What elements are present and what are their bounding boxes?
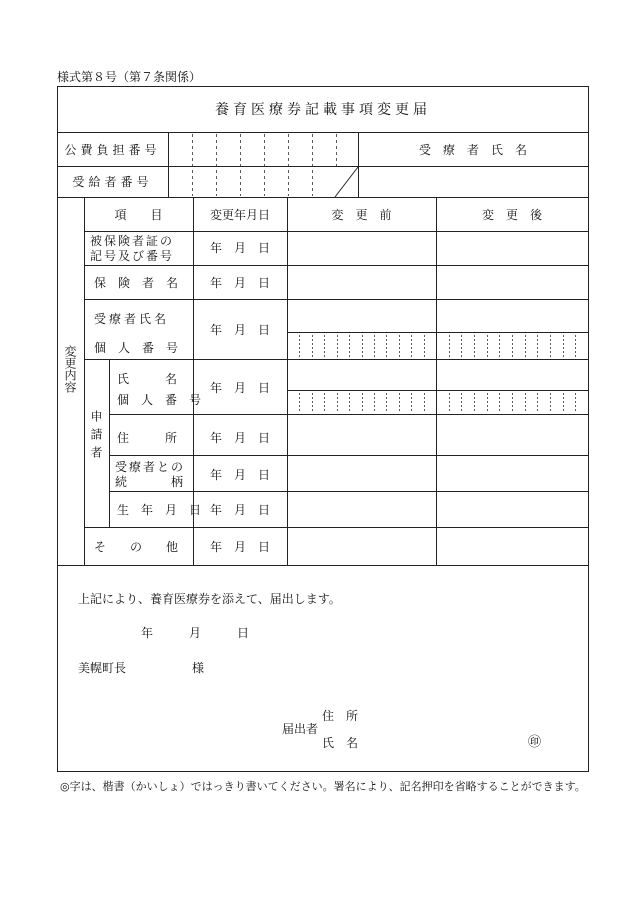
submitter-label: 届出者 (282, 722, 319, 736)
date-address: 年 月 日 (209, 431, 270, 445)
declaration-text: 上記により、養育医療券を添えて、届出します。 (78, 592, 341, 606)
row-relation-label: 受療者との 続 柄 (115, 460, 186, 489)
public-expense-label: 公費負担番号 (64, 143, 161, 157)
row-applicant-name-label: 氏 名 (117, 372, 178, 386)
date-recipient: 年 月 日 (209, 323, 270, 337)
submitter-address-label: 住 所 (322, 709, 359, 723)
mayor-label: 美幌町長 (78, 661, 127, 675)
applicant-label: 申請者 (89, 410, 103, 464)
beneficiary-number-label: 受給者番号 (72, 175, 153, 189)
col-before-header: 変 更 前 (331, 208, 392, 222)
row-personal-number-label: 個 人 番 号 (94, 341, 179, 355)
row-address-label: 住 所 (117, 431, 178, 445)
col-item-header: 項 目 (114, 208, 163, 222)
number-box-dividers (193, 134, 337, 196)
personal-number-dividers (300, 335, 576, 412)
date-relation: 年 月 日 (209, 468, 270, 482)
row-applicant-personal-number-label: 個 人 番 号 (117, 393, 202, 407)
honorific: 様 (192, 661, 205, 675)
col-date-header: 変更年月日 (209, 208, 270, 222)
submitter-name-label: 氏 名 (322, 736, 359, 750)
seal-mark: ㊞ (528, 735, 542, 750)
row-insured-card-label: 被保険者証の 記号及び番号 (90, 234, 175, 263)
footnote: ◎字は、楷書（かいしょ）ではっきり書いてください。署名により、記名押印を省略することができます。 (60, 780, 586, 793)
form-number: 様式第８号（第７条関係） (57, 70, 202, 84)
row-birth-date-label: 生 年 月 日 (117, 503, 202, 517)
form-title: 養育医療券記載事項変更届 (215, 102, 431, 118)
declaration-date: 年 月 日 (141, 626, 250, 640)
date-birth: 年 月 日 (209, 503, 270, 517)
row-insurer-name-label: 保 険 者 名 (94, 276, 179, 290)
date-insurer-name: 年 月 日 (209, 276, 270, 290)
col-after-header: 変 更 後 (481, 208, 542, 222)
outer-border (58, 87, 589, 772)
change-contents-label: 変更内容 (63, 345, 77, 393)
date-applicant-name: 年 月 日 (209, 381, 270, 395)
date-other: 年 月 日 (209, 540, 270, 554)
row-other-label: そ の 他 (94, 540, 179, 554)
row-recipient-name-label: 受療者氏名 (94, 312, 170, 326)
date-insured-card: 年 月 日 (209, 241, 270, 255)
recipient-name-label: 受 療 者 氏 名 (418, 143, 527, 157)
